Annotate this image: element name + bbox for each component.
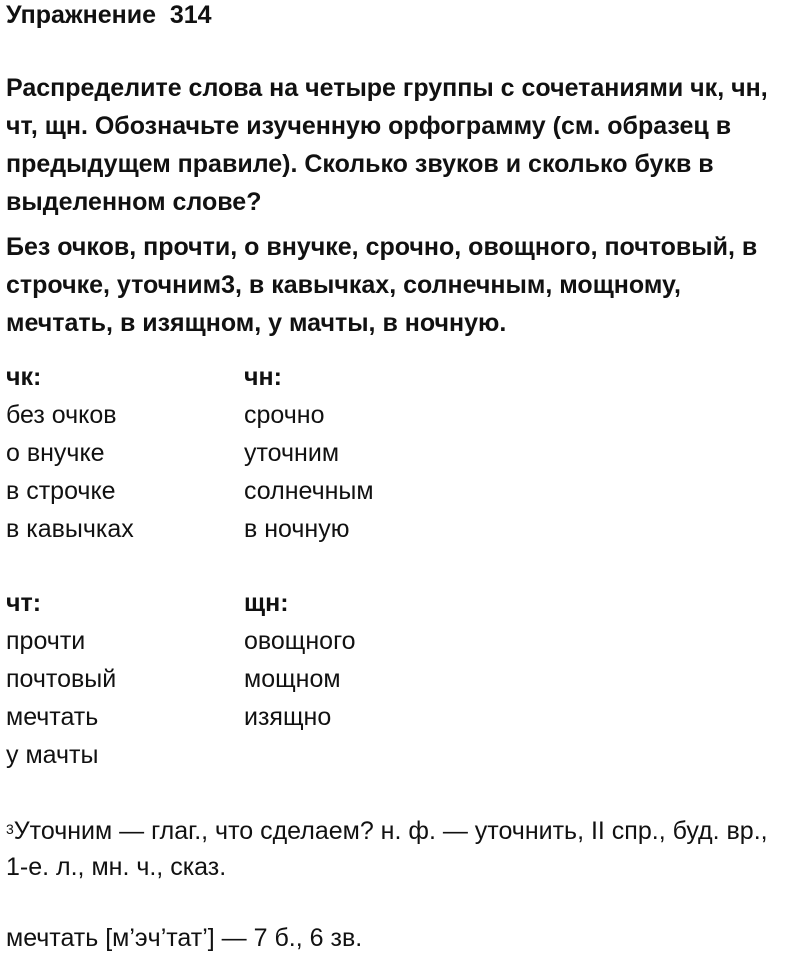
group-item: без очков — [6, 401, 117, 429]
group-header: чн: — [244, 363, 282, 391]
footnote-marker: 3 — [6, 821, 14, 837]
task-text: Распределите слова на четыре группы с сочетаниями чк, чн, чт, щн. Обозначьте изученную орфограмму (см. образец в предыдущем правиле). Сколько звуков и сколько букв в выделенном слове? — [6, 74, 768, 216]
group-chn — [244, 358, 374, 548]
group-item: солнечным — [244, 477, 374, 505]
group-item: уточним — [244, 439, 340, 467]
group-header: чт: — [6, 589, 42, 617]
group-item: в ночную — [244, 515, 350, 543]
group-item: мечтать — [6, 703, 99, 731]
exercise-title: Упражнение 314 — [6, 1, 212, 29]
footnote-text: Уточним — глаг., что сделаем? н. ф. — уточнить, II спр., буд. вр., 1-е. л., мн. ч., сказ. — [6, 817, 768, 881]
group-item: почтовый — [6, 665, 117, 693]
group-shchn — [244, 584, 356, 736]
word-list: Без очков, прочти, о внучке, срочно, овощного, почтовый, в строчке, уточним3, в кавычках, солнечным, мощному, мечтать, в изящном, у мачты, в ночную. — [6, 233, 758, 337]
group-item: изящно — [244, 703, 332, 731]
group-item: в кавычках — [6, 515, 134, 543]
group-item: срочно — [244, 401, 325, 429]
footnote — [6, 813, 796, 885]
group-item: овощного — [244, 627, 356, 655]
group-cht — [6, 584, 116, 774]
group-item: у мачты — [6, 741, 99, 769]
group-item: в строчке — [6, 477, 116, 505]
transcription-note: мечтать [м’эч’тат’] — 7 б., 6 зв. — [6, 924, 363, 952]
group-item: о внучке — [6, 439, 105, 467]
group-header: чк: — [6, 363, 42, 391]
group-header: щн: — [244, 589, 289, 617]
group-item: мощном — [244, 665, 341, 693]
group-item: прочти — [6, 627, 86, 655]
group-chk — [6, 358, 134, 548]
